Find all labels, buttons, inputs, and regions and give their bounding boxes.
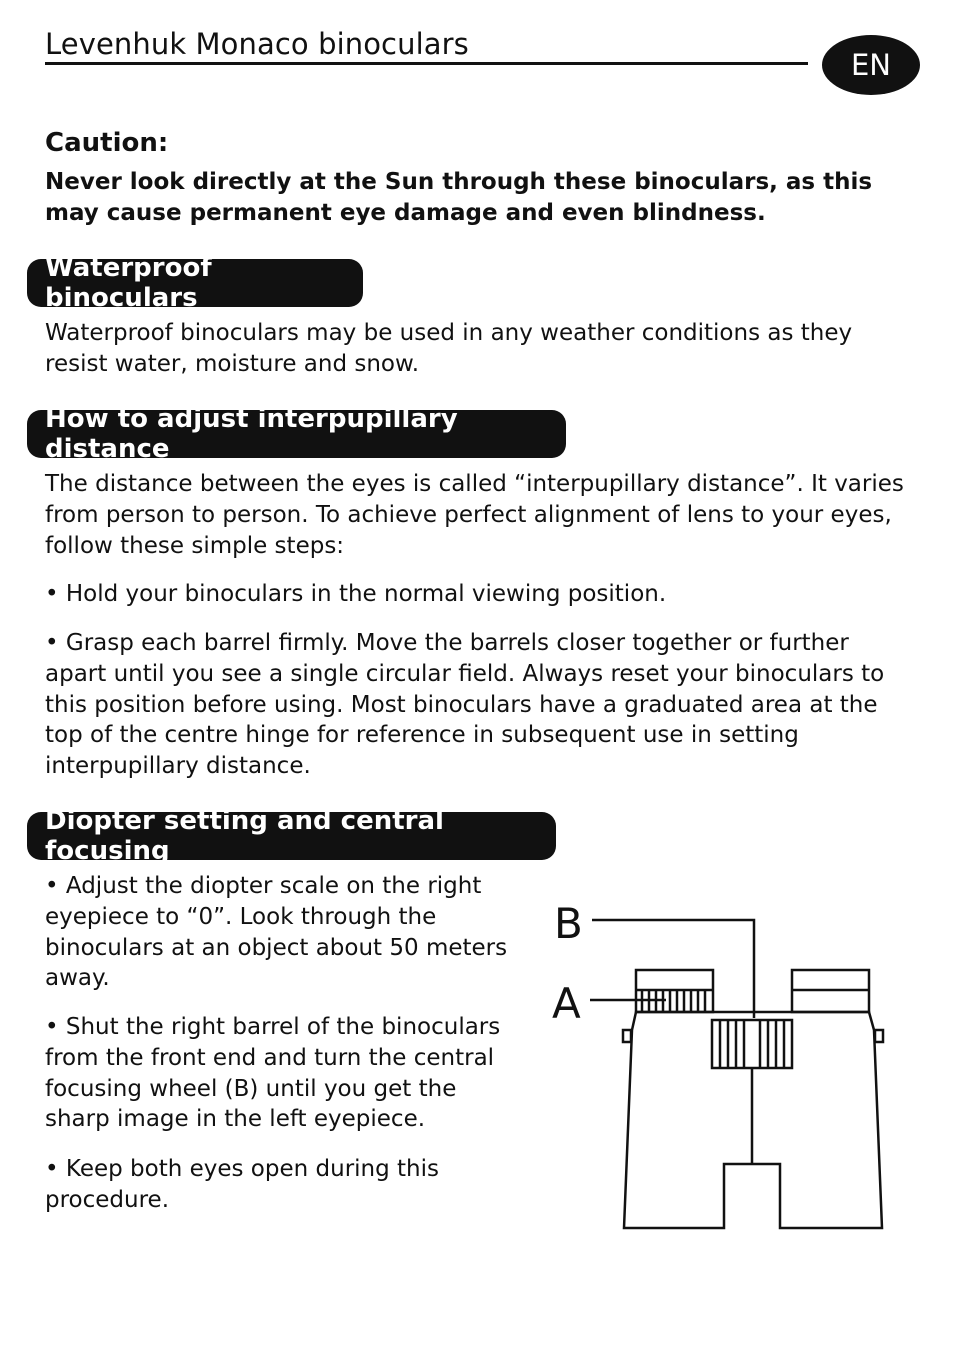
diopter-heading: Diopter setting and central focusing [27,812,556,860]
diopter-step-2: • Shut the right barrel of the binoculars from the front end and turn the central focusing wheel (B) until you get the sharp image in the left eyepiece. [45,1014,501,1133]
caution-title: Caution: [45,128,169,158]
interpupillary-step-1: • Hold your binoculars in the normal viewing position. [45,581,667,607]
interpupillary-step-2: • Grasp each barrel firmly. Move the barrels closer together or further apart until you see a single circular field. Always reset your binoculars to this position before using. Most binoculars have a graduated area at the top of the centre hinge for reference in subsequent use in setting interpupillary distance. [45,630,885,780]
interpupillary-heading: How to adjust interpupillary distance [27,410,566,458]
focus-wheel [712,1020,792,1068]
interpupillary-intro: The distance between the eyes is called “interpupillary distance”. It varies from person to person. To achieve perfect alignment of lens to your eyes, follow these simple steps: [45,471,904,559]
waterproof-heading: Waterproof binoculars [27,259,363,307]
label-a: A [552,979,581,1028]
binoculars-diagram [548,890,893,1240]
header-rule [45,62,808,65]
language-badge: EN [822,35,920,95]
left-strap-lug [623,1030,631,1042]
diopter-step-1: • Adjust the diopter scale on the right eyepiece to “0”. Look through the binoculars at an object about 50 meters away. [45,873,508,992]
page-title: Levenhuk Monaco binoculars [45,27,469,61]
right-strap-lug [875,1030,883,1042]
waterproof-text: Waterproof binoculars may be used in any weather conditions as they resist water, moisture and snow. [45,320,853,377]
diopter-step-3: • Keep both eyes open during this procedure. [45,1156,439,1213]
caution-text: Never look directly at the Sun through these binoculars, as this may cause permanent eye damage and even blindness. [45,169,873,226]
label-b: B [554,899,583,948]
